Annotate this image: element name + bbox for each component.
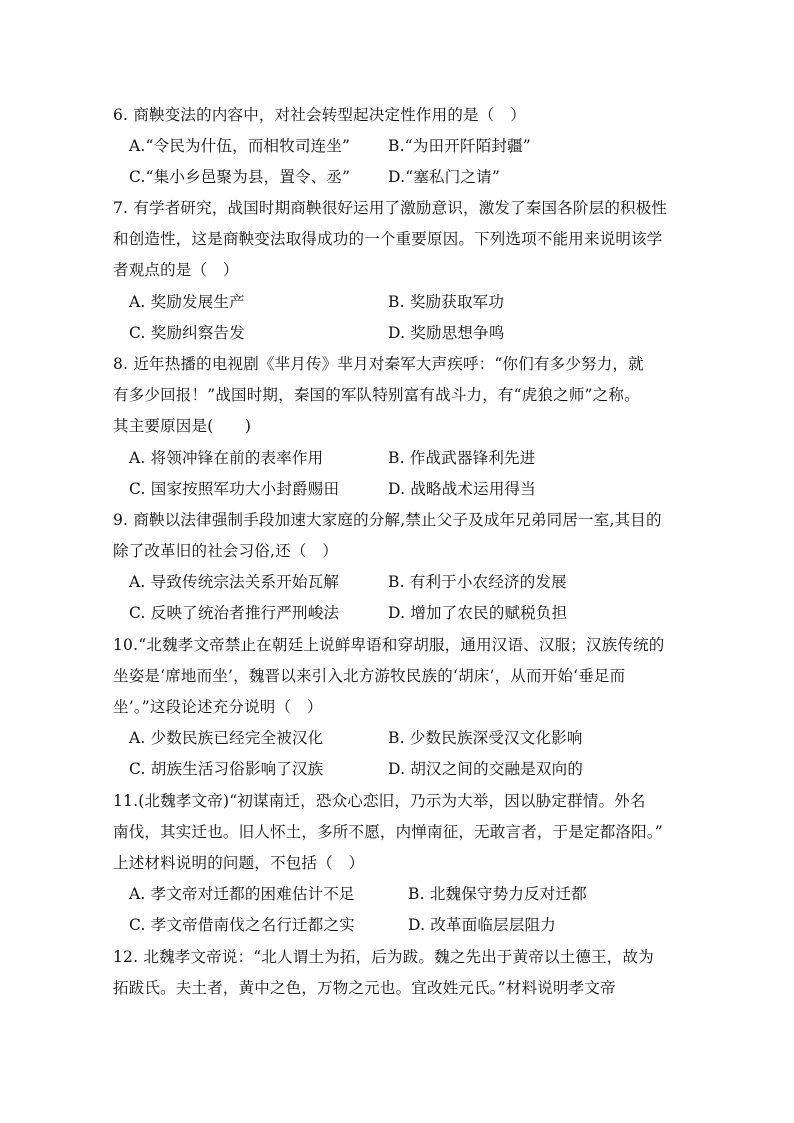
question-9-option-b: B. 有利于小农经济的发展: [388, 573, 567, 591]
question-10-stem-line-2: 坐姿是‘席地而坐’，魏晋以来引入北方游牧民族的‘胡床’，从而开始‘垂足而: [113, 667, 626, 685]
question-7-option-b: B. 奖励获取军功: [388, 293, 505, 311]
question-6-option-d: D.“塞私门之请”: [388, 168, 500, 186]
question-11-option-d: D. 改革面临层层阻力: [408, 916, 556, 934]
question-6-option-a: A.“令民为什伍，而相牧司连坐”: [129, 137, 351, 155]
question-10-option-a: A. 少数民族已经完全被汉化: [129, 729, 324, 747]
question-12-stem-line-1: 12. 北魏孝文帝说：“北人谓土为拓，后为跋。魏之先出于黄帝以土德王，故为: [113, 948, 654, 966]
question-7-stem-line-3: 者观点的是（ ）: [113, 261, 239, 279]
question-6-stem: 6. 商鞅变法的内容中，对社会转型起决定性作用的是（ ）: [113, 106, 526, 124]
question-7-stem-line-2: 和创造性，这是商鞅变法取得成功的一个重要原因。下列选项不能用来说明该学: [113, 230, 663, 248]
question-10-option-b: B. 少数民族深受汉文化影响: [388, 729, 583, 747]
question-7-option-a: A. 奖励发展生产: [129, 293, 245, 311]
question-8-option-d: D. 战略战术运用得当: [388, 480, 536, 498]
question-11-stem-line-3: 上述材料说明的问题，不包括（ ）: [113, 854, 365, 872]
question-7-option-c: C. 奖励纠察告发: [129, 324, 245, 342]
question-6-option-c: C.“集小乡邑聚为县，置令、丞”: [129, 168, 351, 186]
question-9-stem-line-1: 9. 商鞅以法律强制手段加速大家庭的分解,禁止父子及成年兄弟同居一室,其目的: [113, 511, 662, 529]
question-9-option-a: A. 导致传统宗法关系开始瓦解: [129, 573, 340, 591]
question-7-stem-line-1: 7. 有学者研究，战国时期商鞅很好运用了激励意识，激发了秦国各阶层的积极性: [113, 199, 668, 217]
question-8-option-c: C. 国家按照军功大小封爵赐田: [129, 480, 340, 498]
question-8-stem-line-1: 8. 近年热播的电视剧《芈月传》芈月对秦军大声疾呼：“你们有多少努力，就: [113, 355, 644, 373]
question-11-option-c: C. 孝文帝借南伐之名行迁都之实: [129, 916, 355, 934]
question-6-option-b: B.“为田开阡陌封疆”: [388, 137, 531, 155]
question-9-option-d: D. 增加了农民的赋税负担: [388, 604, 568, 622]
question-9-stem-line-2: 除了改革旧的社会习俗,还（ ）: [113, 542, 338, 560]
question-9-option-c: C. 反映了统治者推行严刑峻法: [129, 604, 340, 622]
question-7-option-d: D. 奖励思想争鸣: [388, 324, 505, 342]
question-11-stem-line-1: 11.(北魏孝文帝)“初谋南迁，恐众心恋旧，乃示为大举，因以胁定群情。外名: [113, 792, 646, 810]
question-11-option-a: A. 孝文帝对迁都的困难估计不足: [129, 885, 355, 903]
question-8-stem-line-2: 有多少回报！”战国时期，秦国的军队特别富有战斗力，有“虎狼之师”之称。: [113, 386, 640, 404]
question-10-stem-line-1: 10.“北魏孝文帝禁止在朝廷上说鲜卑语和穿胡服，通用汉语、汉服；汉族传统的: [113, 636, 665, 654]
question-10-option-d: D. 胡汉之间的交融是双向的: [388, 760, 584, 778]
question-11-option-b: B. 北魏保守势力反对迁都: [408, 885, 587, 903]
question-8-option-a: A. 将领冲锋在前的表率作用: [129, 449, 324, 467]
question-8-option-b: B. 作战武器锋利先进: [388, 449, 536, 467]
question-12-stem-line-2: 拓跋氏。夫土者，黄中之色，万物之元也。宜改姓元氏。”材料说明孝文帝: [113, 979, 616, 997]
question-10-option-c: C. 胡族生活习俗影响了汉族: [129, 760, 324, 778]
question-10-stem-line-3: 坐’。”这段论述充分说明（ ）: [113, 698, 323, 716]
question-8-stem-line-3: 其主要原因是( ): [113, 417, 252, 435]
question-11-stem-line-2: 南伐，其实迁也。旧人怀土，多所不愿，内惮南征，无敢言者，于是定都洛阳。”: [113, 823, 663, 841]
